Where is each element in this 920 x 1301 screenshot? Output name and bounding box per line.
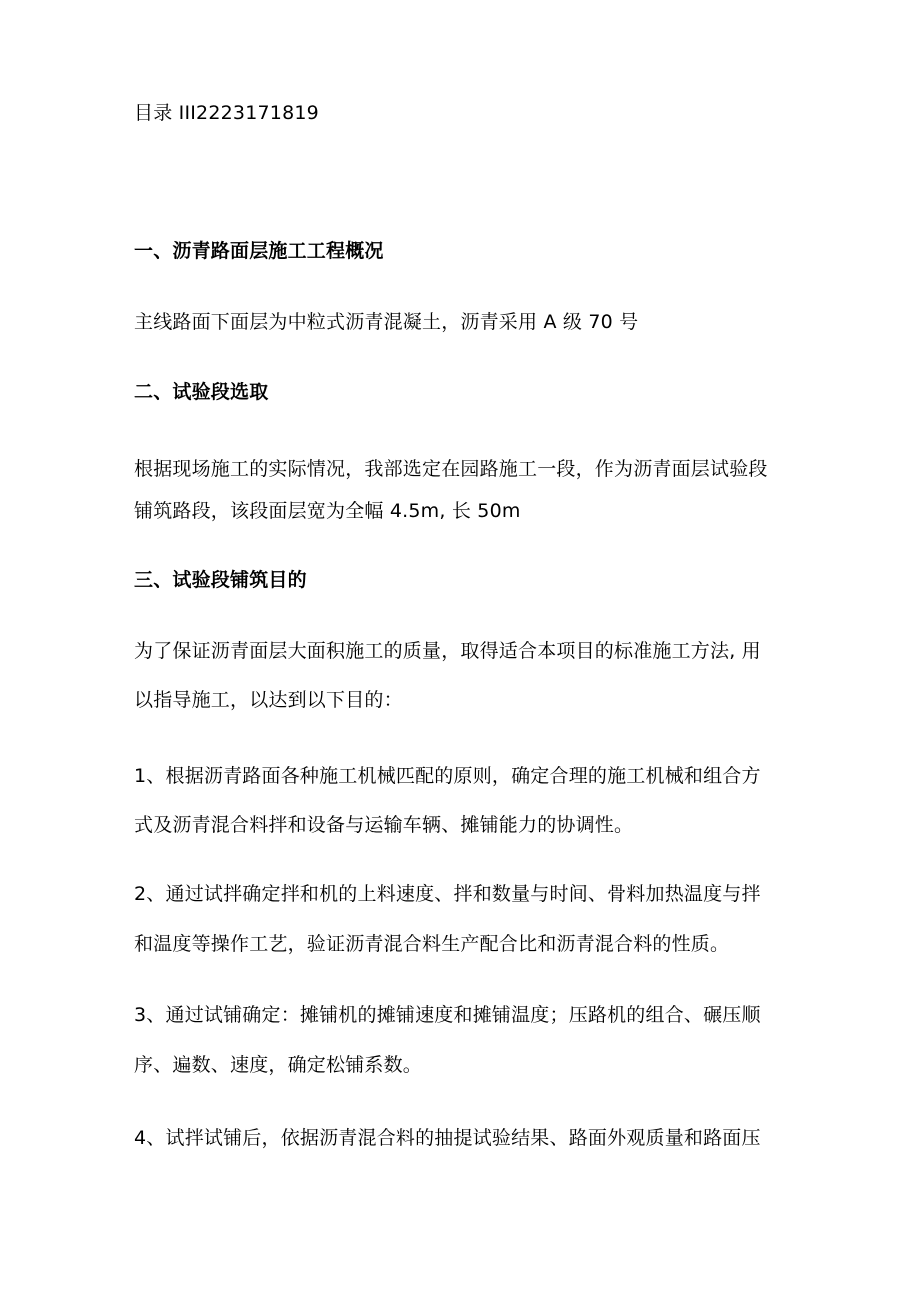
purpose-item-4-line-1: 4、试拌试铺后，依据沥青混合料的抽提试验结果、路面外观质量和路面压 — [134, 1127, 761, 1149]
section-2-heading: 二、试验段选取 — [134, 381, 269, 403]
purpose-item-2-line-2: 和温度等操作工艺，验证沥青混合料生产配合比和沥青混合料的性质。 — [134, 933, 730, 955]
section-2-paragraph-line-1: 根据现场施工的实际情况，我部选定在园路施工一段，作为沥青面层试验段 — [134, 458, 768, 480]
purpose-item-2-line-1: 2、通过试拌确定拌和机的上料速度、拌和数量与时间、骨料加热温度与拌 — [134, 883, 761, 905]
section-1-paragraph-line: 主线路面下面层为中粒式沥青混凝土，沥青采用 A 级 70 号 — [134, 311, 639, 333]
purpose-intro-line-1: 为了保证沥青面层大面积施工的质量，取得适合本项目的标准施工方法, 用 — [134, 640, 761, 662]
table-of-contents: 目录 III2223171819 — [134, 102, 319, 124]
section-3-heading: 三、试验段铺筑目的 — [134, 569, 307, 591]
purpose-item-3-line-1: 3、通过试铺确定：摊铺机的摊铺速度和摊铺温度；压路机的组合、碾压顺 — [134, 1004, 761, 1026]
purpose-intro-line-2: 以指导施工，以达到以下目的： — [134, 689, 403, 711]
purpose-item-1-line-2: 式及沥青混合料拌和设备与运输车辆、摊铺能力的协调性。 — [134, 814, 634, 836]
purpose-item-3-line-2: 序、遍数、速度，确定松铺系数。 — [134, 1054, 423, 1076]
section-2-paragraph-line-2: 铺筑路段，该段面层宽为全幅 4.5m, 长 50m — [134, 500, 521, 522]
section-1-heading: 一、沥青路面层施工工程概况 — [134, 240, 384, 262]
purpose-item-1-line-1: 1、根据沥青路面各种施工机械匹配的原则，确定合理的施工机械和组合方 — [134, 765, 761, 787]
